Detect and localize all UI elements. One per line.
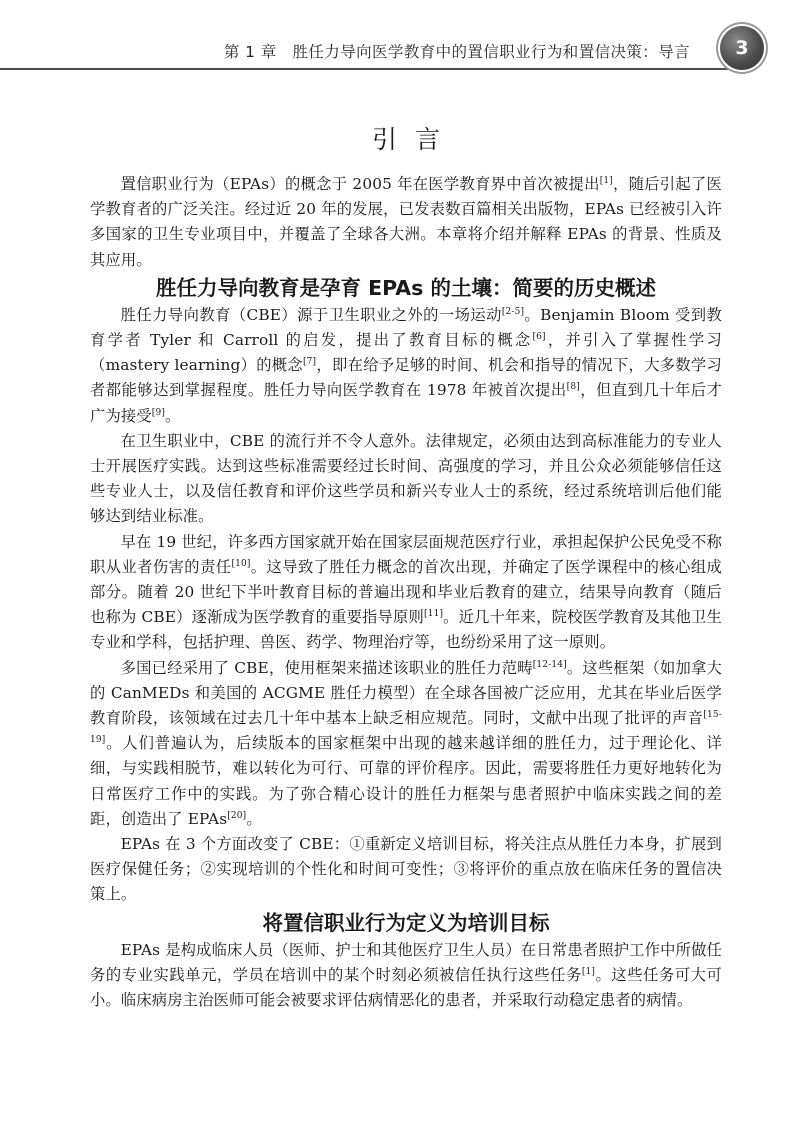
running-header: [0, 0, 800, 80]
text-run: 。这些框架（如加拿大的 CanMEDs 和美国的 ACGME 胜任力模型）在全球各国被广泛应用，尤其在毕业后医学教育阶段，该领域在过去几十年中基本上缺乏相应规范。同时，文献中出现了批评的声音: [90, 658, 722, 728]
text-run: 。: [246, 809, 262, 828]
citation: [15-19]: [90, 710, 722, 746]
text-run: 。近几十年来，院校医学教育及其他卫生专业和学科，包括护理、兽医、药学、物理治疗等，也纷纷采用了这一原则。: [90, 608, 722, 652]
text-run: 多国已经采用了 CBE，使用框架来描述该职业的胜任力范畴: [120, 658, 533, 677]
text-run: 。这些任务可大可小。临床病房主治医师可能会被要求评估病情恶化的患者，并采取行动稳定患者的病情。: [90, 965, 722, 1010]
cbe-paragraph-3: [90, 530, 722, 656]
citation: [7]: [303, 357, 317, 368]
cbe-paragraph-5: [90, 832, 722, 908]
text-run: 在卫生职业中，CBE 的流行并不令人意外。法律规定，必须由达到高标准能力的专业人士开展医疗实践。达到这些标准需要经过长时间、高强度的学习，并且公众必须能够信任这些专业人士，以及信任教育和评价这些学员和新兴专业人士的系统，经过系统培训后他们能够达到结业标准。: [90, 431, 722, 526]
page-number-badge: 3: [720, 26, 764, 70]
text-run: EPAs 在 3 个方面改变了 CBE：①重新定义培训目标，将关注点从胜任力本身，扩展到医疗保健任务；②实现培训的个性化和时间可变性；③将评价的重点放在临床任务的置信决策上。: [90, 835, 722, 904]
cbe-paragraph-4: [90, 656, 722, 832]
text-run: 。人们普遍认为，后续版本的国家框架中出现的越来越详细的胜任力，过于理论化、详细，与实践相脱节，难以转化为可行、可靠的评价程序。因此，需要将胜任力更好地转化为日常医疗工作中的实践。为了弥合精心设计的胜任力框架与患者照护中临床实践之间的差距，创造出了 EPAs: [90, 734, 722, 828]
text-run: 。这导致了胜任力概念的首次出现，并确定了医学课程中的核心组成部分。随着 20 世纪下半叶教育目标的普遍出现和毕业后教育的建立，结果导向教育（随后也称为 CBE）逐渐成为医学教育的重要指导原则: [90, 557, 722, 627]
section-heading-epa-definition: 将置信职业行为定义为培训目标: [262, 910, 550, 935]
citation: [11]: [424, 609, 444, 620]
text-run: 早在 19 世纪，许多西方国家就开始在国家层面规范医疗行业，承担起保护公民免受不称职从业者伤害的责任: [90, 532, 722, 576]
text-run: 。: [165, 406, 181, 425]
epa-definition-paragraph: [90, 938, 722, 1014]
citation: [2-5]: [501, 306, 525, 317]
text-run: 。Benjamin Bloom 受到教育学者 Tyler 和 Carroll 的启发，提出了教育目标的概念: [90, 305, 722, 350]
chapter-title: 第 1 章 胜任力导向医学教育中的置信职业行为和置信决策：导言: [223, 43, 690, 61]
text-run: 置信职业行为（EPAs）的概念于 2005 年在医学教育界中首次被提出: [120, 175, 600, 193]
intro-paragraph: [90, 172, 722, 273]
text-run: 胜任力导向教育（CBE）源于卫生职业之外的一场运动: [120, 305, 502, 324]
citation: [8]: [566, 382, 580, 393]
page-body: [90, 118, 722, 1013]
citation: [1]: [599, 176, 613, 186]
citation: [10]: [231, 558, 251, 569]
text-run: ，随后引起了医学教育者的广泛关注。经过近 20 年的发展，已发表数百篇相关出版物，EPAs 已经被引入许多国家的卫生专业项目中，并覆盖了全球各大洲。本章将介绍并解释 EPAs 的背景、性质及其应用。: [90, 175, 722, 269]
citation: [1]: [581, 966, 596, 977]
citation: [6]: [532, 332, 546, 343]
text-run: ，并引入了掌握性学习（mastery learning）的概念: [90, 331, 722, 375]
citation: [9]: [151, 407, 165, 418]
section-heading-cbe-history: 胜任力导向教育是孕育 EPAs 的土壤：简要的历史概述: [156, 275, 656, 300]
text-run: ，但直到几十年后才广为接受: [90, 381, 722, 425]
cbe-paragraph-2: [90, 429, 722, 530]
citation: [20]: [227, 810, 247, 821]
text-run: EPAs 是构成临床人员（医师、护士和其他医疗卫生人员）在日常患者照护工作中所做任务的专业实践单元，学员在培训中的某个时刻必须被信任执行这些任务: [90, 940, 722, 984]
header-rule: [0, 68, 740, 70]
intro-heading: 引言: [371, 125, 458, 154]
text-run: ，即在给予足够的时间、机会和指导的情况下，大多数学习者都能够达到掌握程度。胜任力导向医学教育在 1978 年被首次提出: [90, 356, 722, 400]
citation: [12-14]: [532, 659, 567, 670]
cbe-paragraph-1: [90, 303, 722, 429]
